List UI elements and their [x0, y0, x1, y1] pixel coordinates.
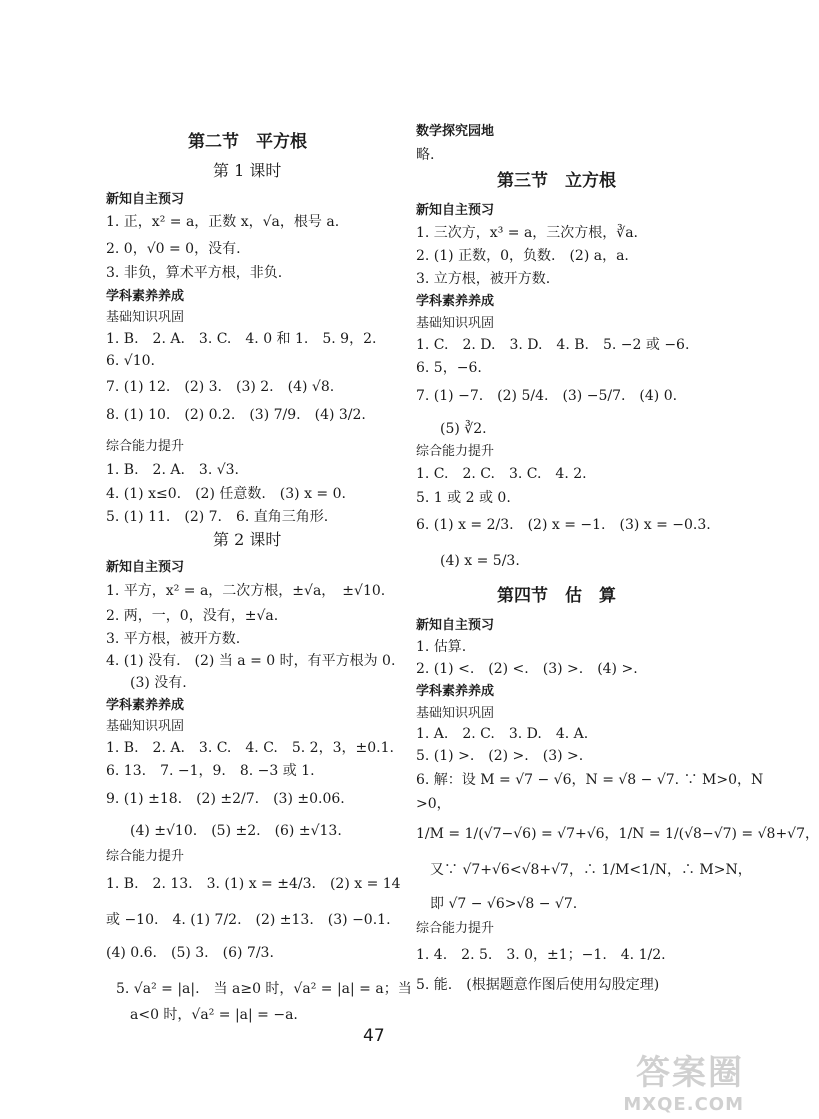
answer-line: 1. 估算. — [416, 639, 467, 655]
answer-line: 2. 0，√0 = 0，没有. — [106, 241, 241, 257]
answer-line: 1. B. 2. A. 3. C. 4. C. 5. 2，3，±0.1. — [106, 740, 394, 756]
answer-line: 4. (1) 没有. (2) 当 a = 0 时，有平方根为 0. — [106, 653, 396, 669]
answer-line: 2. (1) 正数，0，负数. (2) a，a. — [416, 248, 629, 264]
subsection-heading: 基础知识巩固 — [106, 310, 185, 325]
answer-line: 3. 非负，算术平方根，非负. — [106, 265, 283, 281]
section-heading: 学科素养养成 — [416, 684, 495, 699]
answer-line: 1. 正，x² = a，正数 x，√a，根号 a. — [106, 214, 340, 230]
answer-line: 6. 13. 7. −1，9. 8. −3 或 1. — [106, 763, 315, 779]
answer-line: 1. C. 2. D. 3. D. 4. B. 5. −2 或 −6. — [416, 337, 690, 353]
answer-line: (4) 0.6. (5) 3. (6) 7/3. — [106, 945, 274, 961]
answer-line: 6. (1) x = 2/3. (2) x = −1. (3) x = −0.3. — [416, 517, 711, 533]
answer-line: 1. B. 2. A. 3. √3. — [106, 462, 239, 478]
answer-line: 2. (1) <. (2) <. (3) >. (4) >. — [416, 661, 638, 677]
answer-line: 1. 4. 2. 5. 3. 0，±1；−1. 4. 1/2. — [416, 947, 666, 963]
section-heading: 学科素养养成 — [106, 289, 185, 304]
answer-line: 1. 平方，x² = a，二次方根，±√a， ±√10. — [106, 583, 386, 599]
subsection-heading: 基础知识巩固 — [416, 316, 495, 331]
section-heading: 新知自主预习 — [416, 203, 495, 218]
answer-line: 5. (1) 11. (2) 7. 6. 直角三角形. — [106, 509, 329, 525]
answer-line: 6. 解：设 M = √7 − √6，N = √8 − √7. ∵ M>0，N — [416, 772, 764, 788]
watermark-text: 答案圈 — [636, 1053, 744, 1093]
answer-line: 1. C. 2. C. 3. C. 4. 2. — [416, 466, 587, 482]
answer-line: 6. √10. — [106, 353, 155, 369]
answer-line: 7. (1) 12. (2) 3. (3) 2. (4) √8. — [106, 379, 335, 395]
answer-line: 或 −10. 4. (1) 7/2. (2) ±13. (3) −0.1. — [106, 912, 391, 928]
lesson-title: 第 2 课时 — [213, 530, 282, 549]
answer-line: 6. 5，−6. — [416, 360, 482, 376]
section-heading: 新知自主预习 — [416, 618, 495, 633]
answer-line: 1/M = 1/(√7−√6) = √7+√6，1/N = 1/(√8−√7) = √8+√7， — [416, 826, 819, 842]
subsection-heading: 综合能力提升 — [416, 444, 495, 459]
section-heading: 数学探究园地 — [416, 124, 495, 139]
answer-line: 5. (1) >. (2) >. (3) >. — [416, 748, 584, 764]
answer-line: 5. 1 或 2 或 0. — [416, 490, 511, 506]
subsection-heading: 基础知识巩固 — [106, 719, 185, 734]
answer-line: 1. B. 2. A. 3. C. 4. 0 和 1. 5. 9，2. — [106, 331, 377, 347]
section-title: 第三节 立方根 — [497, 171, 616, 191]
lesson-title: 第 1 课时 — [213, 161, 282, 180]
answer-line: 5. √a² = |a|. 当 a≥0 时，√a² = |a| = a；当 — [116, 981, 412, 997]
watermark-url: MXQE.COM — [623, 1094, 744, 1115]
answer-line: 7. (1) −7. (2) 5/4. (3) −5/7. (4) 0. — [416, 388, 678, 404]
section-title: 第四节 估 算 — [497, 586, 616, 606]
answer-line: 1. B. 2. 13. 3. (1) x = ±4/3. (2) x = 14 — [106, 876, 401, 892]
answer-line: 2. 两，一，0，没有，±√a. — [106, 608, 279, 624]
answer-line: a<0 时，√a² = |a| = −a. — [130, 1007, 298, 1023]
page-number: 47 — [363, 1026, 385, 1046]
answer-line: (4) ±√10. (5) ±2. (6) ±√13. — [130, 823, 342, 839]
answer-line: 3. 平方根，被开方数. — [106, 631, 241, 647]
section-heading: 学科素养养成 — [106, 698, 185, 713]
answer-line: (4) x = 5/3. — [440, 553, 520, 569]
answer-line: 4. (1) x≤0. (2) 任意数. (3) x = 0. — [106, 486, 346, 502]
answer-line: 1. A. 2. C. 3. D. 4. A. — [416, 726, 589, 742]
section-title: 第二节 平方根 — [188, 132, 307, 152]
section-heading: 学科素养养成 — [416, 294, 495, 309]
watermark-logo — [623, 1045, 744, 1115]
section-heading: 新知自主预习 — [106, 560, 185, 575]
answer-line: 又∵ √7+√6<√8+√7，∴ 1/M<1/N，∴ M>N， — [430, 862, 752, 878]
answer-line: 略. — [416, 147, 435, 163]
subsection-heading: 基础知识巩固 — [416, 706, 495, 721]
subsection-heading: 综合能力提升 — [106, 849, 185, 864]
answer-line: (3) 没有. — [130, 675, 187, 691]
answer-line: 9. (1) ±18. (2) ±2/7. (3) ±0.06. — [106, 791, 345, 807]
answer-line: (5) ∛2. — [440, 421, 487, 437]
answer-line: 3. 立方根，被开方数. — [416, 271, 551, 287]
answer-line: 1. 三次方，x³ = a，三次方根，∛a. — [416, 225, 639, 241]
subsection-heading: 综合能力提升 — [106, 439, 185, 454]
answer-line: 即 √7 − √6>√8 − √7. — [430, 896, 578, 912]
answer-line: 8. (1) 10. (2) 0.2. (3) 7/9. (4) 3/2. — [106, 407, 366, 423]
subsection-heading: 综合能力提升 — [416, 921, 495, 936]
answer-line: 5. 能. (根据题意作图后使用勾股定理) — [416, 977, 660, 993]
answer-line: >0， — [416, 796, 451, 812]
section-heading: 新知自主预习 — [106, 192, 185, 207]
